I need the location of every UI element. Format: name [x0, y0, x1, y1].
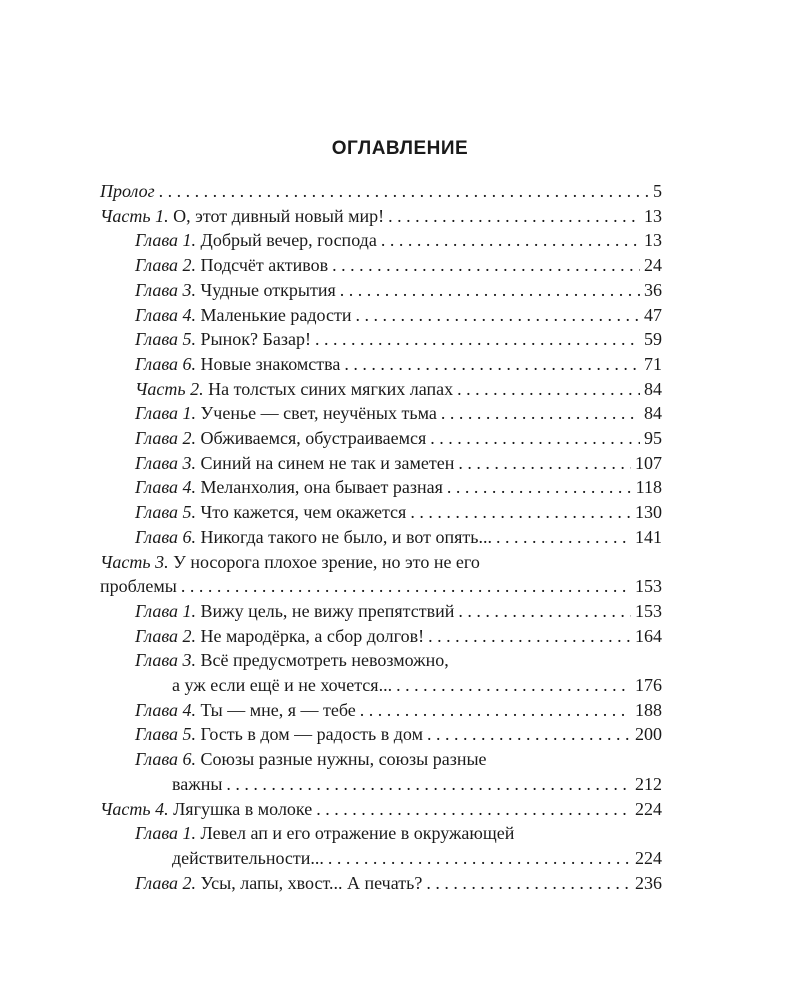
toc-entry-line — [135, 699, 662, 721]
toc-entry-title: Рынок? Базар! — [196, 329, 311, 350]
toc-leader-dots — [441, 402, 640, 424]
toc-entry-line — [100, 551, 480, 573]
toc-entry-label: Глава 4. — [135, 304, 197, 325]
toc-page-number: 107 — [635, 452, 662, 473]
toc-entry-line — [135, 872, 662, 894]
toc-entry-title: Лягушка в молоке — [168, 798, 313, 819]
toc-page-number: 224 — [635, 847, 662, 868]
toc-entry-label: Часть 4. — [100, 798, 169, 819]
toc-entry-label: Пролог — [100, 181, 155, 201]
toc-entry-title: Что кажется, чем окажется — [196, 502, 407, 523]
toc-entry-label: Часть 2. — [135, 378, 204, 399]
toc-entry-label: Глава 3. — [135, 452, 197, 473]
toc-leader-dots — [315, 328, 640, 350]
toc-page-number: 153 — [635, 576, 662, 597]
toc-entry-title: Маленькие радости — [196, 304, 352, 325]
toc-entry-label: Глава 5. — [135, 502, 197, 523]
toc-leader-dots — [316, 798, 631, 820]
toc-page-number: 13 — [644, 205, 662, 226]
toc-entry-line — [135, 229, 662, 251]
toc-entry-label: Глава 2. — [135, 428, 197, 448]
toc-entry-line — [172, 674, 662, 696]
toc-entry-label: Глава 1. — [135, 600, 197, 621]
toc-entry-label: Глава 1. — [135, 230, 197, 251]
toc-entry-title: Никогда такого не было, и вот опять... — [196, 526, 492, 547]
toc-page-number: 176 — [635, 674, 662, 695]
toc-entry-title: Подсчёт активов — [196, 255, 329, 276]
toc-leader-dots — [344, 353, 640, 375]
toc-leader-dots — [340, 279, 640, 301]
toc-entry-title: Союзы разные нужны, союзы разные — [196, 749, 487, 770]
toc-entry-line — [135, 723, 662, 745]
toc-entry-label: Глава 6. — [135, 353, 197, 374]
toc-entry-line — [172, 847, 662, 869]
toc-entry-label: Глава 4. — [135, 477, 197, 498]
toc-entry-label: Глава 6. — [135, 749, 197, 770]
page-title: ОГЛАВЛЕНИЕ — [331, 138, 469, 159]
toc-entry-line — [135, 402, 662, 424]
toc-page-number: 118 — [635, 477, 662, 498]
toc-page-number: 95 — [644, 428, 662, 448]
toc-leader-dots — [226, 773, 631, 795]
toc-leader-dots — [428, 625, 631, 647]
toc-entry-label: Глава 2. — [135, 872, 197, 893]
toc-entry-title: У носорога плохое зрение, но это не его — [168, 551, 480, 572]
toc-leader-dots — [360, 699, 631, 721]
toc-entry-line — [172, 773, 662, 795]
toc-entry-title: Левел ап и его отражение в окружающей — [196, 823, 515, 844]
toc-entry-label: Глава 4. — [135, 699, 197, 720]
toc-page-number: 141 — [635, 526, 662, 547]
toc-entry-line — [135, 328, 662, 350]
toc-entry-line — [100, 180, 662, 202]
toc-page-number: 200 — [635, 724, 662, 745]
toc-leader-dots — [355, 304, 640, 326]
toc-entry-label: Глава 1. — [135, 403, 197, 424]
toc-entry-title: Чудные открытия — [196, 279, 336, 300]
toc-leader-dots — [458, 452, 631, 474]
toc-entry-label: Глава 5. — [135, 329, 197, 350]
toc-entry-line — [135, 427, 662, 449]
toc-entry-label: Глава 3. — [135, 279, 197, 300]
toc-entry-line — [135, 600, 662, 622]
toc-entry-title-cont: а уж если ещё и не хочется... — [172, 674, 393, 695]
toc-leader-dots — [496, 526, 631, 548]
toc-page-number: 236 — [635, 872, 662, 893]
toc-entry-title: Всё предусмотреть невозможно, — [196, 650, 449, 671]
toc-leader-dots — [426, 872, 631, 894]
toc-entry-title: Ты — мне, я — тебе — [196, 699, 356, 720]
toc-entry-label: Глава 2. — [135, 625, 197, 646]
toc-entry-title-cont: проблемы — [100, 576, 177, 597]
toc-entry-line — [135, 254, 662, 276]
toc-entry-title: Гость в дом — радость в дом — [196, 724, 423, 745]
toc-entry-label: Глава 6. — [135, 526, 197, 547]
toc-leader-dots — [381, 229, 640, 251]
toc-page-number: 71 — [644, 353, 662, 374]
toc-entry-line — [135, 279, 662, 301]
toc-entry-label: Глава 2. — [135, 255, 197, 276]
toc-entry-line — [135, 476, 662, 498]
toc-entry-title: Синий на синем не так и заметен — [196, 452, 455, 473]
toc-entry-line — [100, 575, 662, 597]
toc-page-number: 24 — [644, 255, 662, 276]
toc-leader-dots — [458, 600, 631, 622]
toc-leader-dots — [447, 476, 632, 498]
toc-entry-title: Вижу цель, не вижу препятствий — [196, 600, 455, 621]
toc-entry-title: Не мародёрка, а сбор долгов! — [196, 625, 425, 646]
toc-page-number: 84 — [644, 403, 662, 424]
toc-page-number: 47 — [644, 304, 662, 325]
toc-entry-line — [135, 452, 662, 474]
toc-entry-title-cont: действительности... — [172, 847, 324, 868]
toc-leader-dots — [427, 723, 631, 745]
toc-page-number: 130 — [635, 502, 662, 523]
toc-entry-title: Новые знакомства — [196, 353, 341, 374]
toc-entry-title: На толстых синих мягких лапах — [203, 378, 454, 399]
toc-entry-label: Глава 5. — [135, 724, 197, 745]
toc-page-number: 224 — [635, 798, 662, 819]
toc-page-number: 212 — [635, 773, 662, 794]
toc-leader-dots — [159, 180, 649, 202]
toc-entry-title: Меланхолия, она бывает разная — [196, 477, 443, 498]
toc-page-number: 153 — [635, 600, 662, 621]
toc-entry-line — [135, 526, 662, 548]
toc-page-number: 188 — [635, 699, 662, 720]
toc-entry-label: Глава 3. — [135, 650, 197, 671]
toc-entry-line — [135, 378, 662, 400]
toc-entry-line — [100, 798, 662, 820]
toc-leader-dots — [457, 378, 640, 400]
toc-page-number: 164 — [635, 625, 662, 646]
toc-page-number: 59 — [644, 329, 662, 350]
toc-page-number: 36 — [644, 279, 662, 300]
toc-entry-line — [135, 304, 662, 326]
toc-entry-title: Добрый вечер, господа — [196, 230, 377, 251]
toc-entry-line — [135, 501, 662, 523]
toc-entry-title: Ученье — свет, неучёных тьма — [196, 403, 437, 424]
toc-entry-line — [135, 748, 487, 770]
toc-page-number: 5 — [653, 181, 662, 201]
toc-entry-title: Обживаемся, обустраиваемся — [196, 428, 427, 448]
toc-entry-title: О, этот дивный новый мир! — [168, 205, 385, 226]
toc-entry-line — [135, 625, 662, 647]
toc-leader-dots — [181, 575, 631, 597]
toc-leader-dots — [388, 205, 640, 227]
toc-leader-dots — [410, 501, 631, 523]
toc-entry-title-cont: важны — [172, 773, 223, 794]
toc-entry-label: Часть 3. — [100, 551, 169, 572]
toc-entry-line — [135, 649, 449, 671]
toc-entry-title: Усы, лапы, хвост... А печать? — [196, 872, 423, 893]
toc-entry-label: Часть 1. — [100, 205, 169, 226]
toc-leader-dots — [332, 254, 640, 276]
toc-entry-line — [100, 205, 662, 227]
toc-entry-line — [135, 353, 662, 375]
toc-entry-label: Глава 1. — [135, 823, 197, 844]
toc-entry-line — [135, 822, 514, 844]
toc-page-number: 84 — [644, 378, 662, 399]
toc-page-number: 13 — [644, 230, 662, 251]
toc-leader-dots — [396, 674, 631, 696]
toc-leader-dots — [430, 427, 640, 449]
toc-leader-dots — [328, 847, 631, 869]
